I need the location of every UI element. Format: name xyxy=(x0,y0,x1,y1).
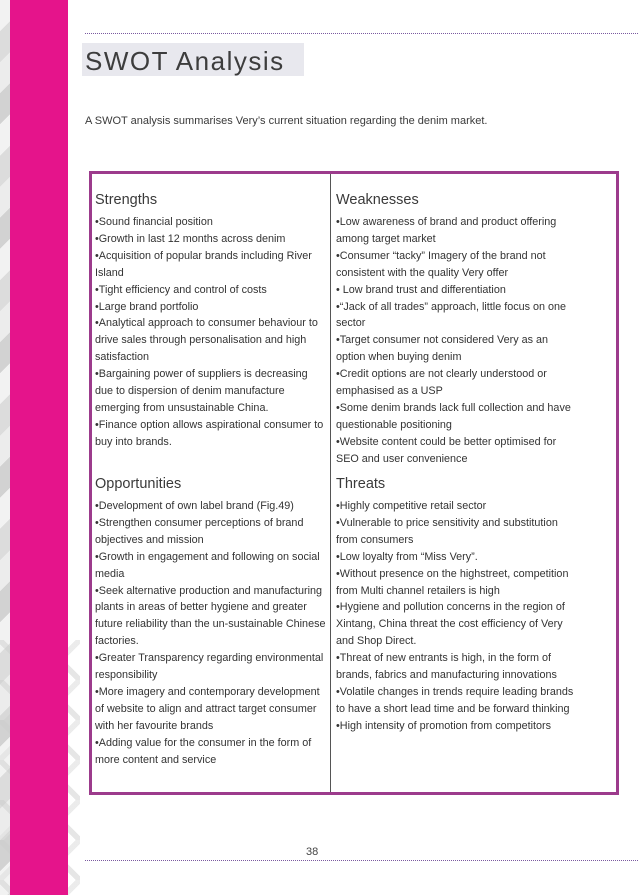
list-item: •Bargaining power of suppliers is decreasing due to dispersion of denim manufacture emerging from unsustainable China. xyxy=(95,368,308,414)
opportunities-heading: Opportunities xyxy=(95,476,182,492)
intro-text: A SWOT analysis summarises Very’s current situation regarding the denim market. xyxy=(85,115,488,127)
accent-bar xyxy=(10,0,68,895)
bottom-dotted-rule xyxy=(85,860,638,861)
list-item: •Low awareness of brand and product offering among target market xyxy=(336,216,557,245)
strengths-list xyxy=(95,214,327,451)
weaknesses-heading: Weaknesses xyxy=(336,192,419,208)
weaknesses-list xyxy=(336,214,576,468)
list-item: •Tight efficiency and control of costs xyxy=(95,283,267,296)
list-item: •Analytical approach to consumer behaviour to drive sales through personalisation and high satisfaction xyxy=(95,317,318,364)
list-item: •Strengthen consumer perceptions of brand objectives and mission xyxy=(95,516,304,546)
list-item: •“Jack of all trades” approach, little focus on one sector xyxy=(336,300,567,330)
threats-section xyxy=(336,476,576,735)
list-item: •Threat of new entrants is high, in the form of brands, fabrics and manufacturing innovations xyxy=(336,652,557,682)
opportunities-section xyxy=(95,476,327,769)
weaknesses-section xyxy=(336,192,576,468)
list-item: •Some denim brands lack full collection and have questionable positioning xyxy=(336,401,571,431)
list-item: •Development of own label brand (Fig.49) xyxy=(95,500,294,512)
list-item: •Seek alternative production and manufacturing plants in areas of better hygiene and greater future reliability than the un-sustainable Chinese factories. xyxy=(95,584,326,648)
list-item: •Vulnerable to price sensitivity and substitution from consumers xyxy=(336,516,558,546)
list-item: •Consumer “tacky” Imagery of the brand not consistent with the quality Very offer xyxy=(336,249,546,279)
list-item: •More imagery and contemporary development of website to align and attract target consumer with her favourite brands xyxy=(95,685,320,732)
threats-heading: Threats xyxy=(336,476,386,492)
list-item: •Low loyalty from “Miss Very”. xyxy=(336,550,478,563)
threats-list xyxy=(336,498,576,735)
swot-table xyxy=(89,171,619,795)
list-item: •Growth in last 12 months across denim xyxy=(95,232,286,245)
list-item: •Acquisition of popular brands including River Island xyxy=(95,249,312,279)
list-item: •Website content could be better optimised for SEO and user convenience xyxy=(336,435,557,465)
list-item: •Sound financial position xyxy=(95,216,213,228)
list-item: •Credit options are not clearly understood or emphasised as a USP xyxy=(336,368,547,398)
list-item: •Large brand portfolio xyxy=(95,300,199,313)
list-item: •Highly competitive retail sector xyxy=(336,500,487,512)
list-item: •Target consumer not considered Very as an option when buying denim xyxy=(336,334,549,364)
list-item: •Without presence on the highstreet, competition from Multi channel retailers is high xyxy=(336,567,569,597)
strengths-section xyxy=(95,192,327,451)
page-title: SWOT Analysis xyxy=(85,46,285,76)
list-item: •Growth in engagement and following on social media xyxy=(95,550,320,580)
strengths-heading: Strengths xyxy=(95,192,158,208)
list-item: •High intensity of promotion from competitors xyxy=(336,719,552,732)
page-number: 38 xyxy=(306,846,319,858)
list-item: •Hygiene and pollution concerns in the region of Xintang, China threat the cost efficiency of Very and Shop Direct. xyxy=(336,601,565,648)
list-item: •Greater Transparency regarding environmental responsibility xyxy=(95,652,324,682)
list-item: •Finance option allows aspirational consumer to buy into brands. xyxy=(95,418,324,448)
list-item: •Volatile changes in trends require leading brands to have a short lead time and be forward thinking xyxy=(336,685,574,715)
opportunities-list xyxy=(95,498,327,769)
top-dotted-rule xyxy=(85,33,638,34)
column-divider xyxy=(330,174,331,792)
list-item: •Adding value for the consumer in the form of more content and service xyxy=(95,736,312,766)
list-item: • Low brand trust and differentiation xyxy=(336,283,506,296)
